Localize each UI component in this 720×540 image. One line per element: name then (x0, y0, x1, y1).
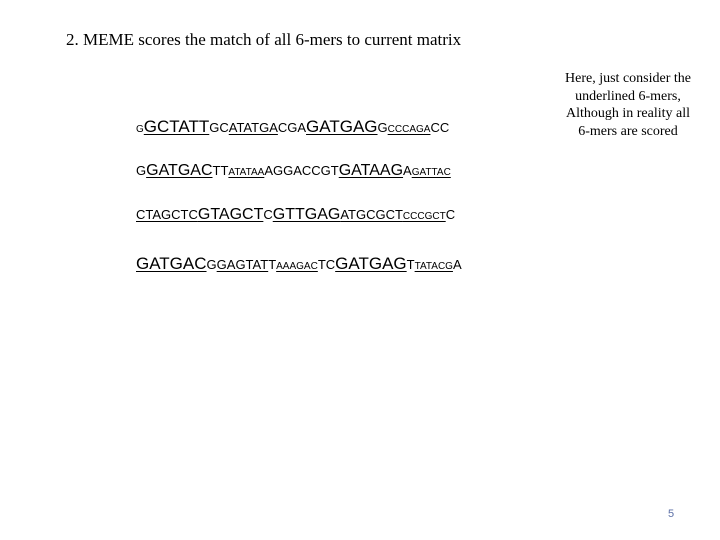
dna-sequence-2 (136, 163, 451, 179)
seq-segment: TT (212, 163, 229, 178)
seq-segment-underlined: GATAAG (338, 162, 404, 179)
seq-segment-underlined: GATGAC (136, 254, 207, 273)
seq-segment: T (406, 257, 415, 272)
seq-segment-underlined: TATACG (414, 261, 453, 272)
note-line: 6-mers are scored (578, 123, 678, 139)
note-line: Although in reality all (565, 106, 691, 121)
seq-segment: T (268, 257, 277, 272)
seq-segment-underlined: CCCGCT (402, 211, 446, 222)
seq-segment: CGA (277, 120, 307, 135)
seq-segment: A (452, 257, 462, 272)
seq-segment-underlined: GATGAC (146, 162, 213, 179)
seq-segment-underlined: ATGCGCT (340, 207, 403, 222)
note-text (558, 70, 698, 140)
seq-segment-underlined: AAAGAC (276, 261, 318, 272)
slide-title: 2. MEME scores the match of all 6-mers to current matrix (66, 30, 462, 49)
seq-segment: G (377, 120, 388, 135)
seq-segment: G (136, 124, 144, 135)
seq-segment: CC (430, 120, 450, 135)
seq-segment: AGGACCGT (264, 163, 339, 178)
seq-segment-underlined: GATTAC (411, 167, 451, 178)
seq-segment-underlined: GATGAG (335, 254, 407, 273)
seq-segment-underlined: ATATAA (228, 167, 265, 178)
seq-segment: C (263, 207, 273, 222)
seq-segment-underlined: CTAGCTC (136, 207, 198, 222)
seq-segment-underlined: GTTGAG (272, 206, 341, 223)
seq-segment-underlined: GCTATT (143, 117, 210, 136)
seq-segment-underlined: GTAGCT (197, 206, 264, 223)
seq-segment: A (403, 163, 412, 178)
dna-sequence-1 (136, 118, 449, 136)
dna-sequence-3 (136, 207, 455, 223)
note-line: underlined 6-mers, (575, 88, 681, 104)
seq-segment: G (206, 257, 217, 272)
seq-segment-underlined: GATGAG (306, 117, 378, 136)
page-number: 5 (668, 508, 675, 520)
dna-sequence-4 (136, 255, 462, 273)
seq-segment-underlined: GAGTAT (216, 257, 269, 272)
seq-segment: GC (209, 120, 229, 135)
seq-segment: C (445, 207, 456, 222)
seq-segment-underlined: ATATGA (228, 120, 278, 135)
seq-segment: TC (317, 257, 336, 272)
seq-segment: G (136, 163, 147, 178)
seq-segment-underlined: CCCAGA (387, 124, 431, 135)
note-line: Here, just consider the (565, 71, 691, 86)
